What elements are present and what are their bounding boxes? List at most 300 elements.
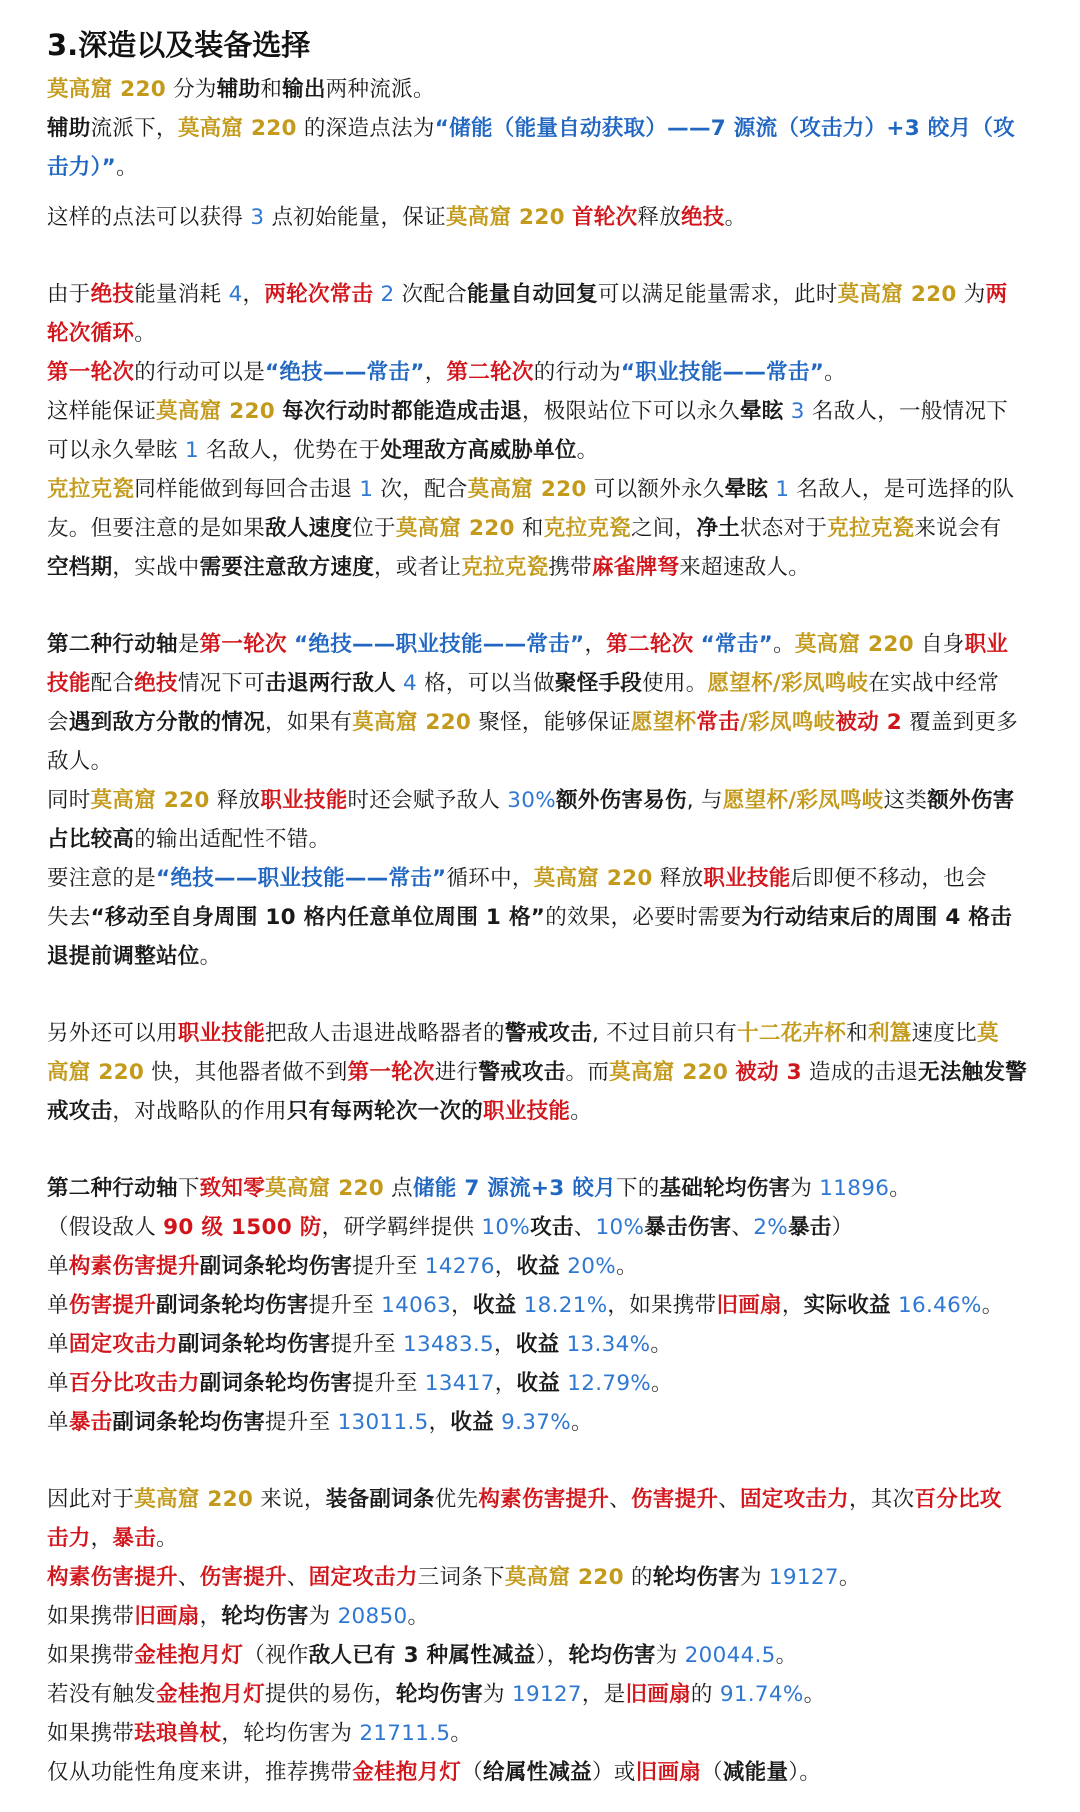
number-value: 10% xyxy=(595,1215,645,1240)
number-value: 3 xyxy=(790,399,805,424)
number-value: 13483.5 xyxy=(402,1332,494,1357)
bold-text: 每次行动时都能造成击退 xyxy=(282,399,522,424)
bold-text: 基础轮均伤害 xyxy=(659,1176,791,1201)
text-line xyxy=(47,1403,1037,1442)
text-line xyxy=(47,109,1037,148)
number-value: 3 xyxy=(250,205,265,230)
text-line xyxy=(47,198,1037,237)
text: 流派下， xyxy=(90,116,178,141)
bold-text: 击退两行敌人 xyxy=(265,671,396,696)
bold-text: 聚怪手段 xyxy=(554,671,643,696)
text: ， xyxy=(424,360,447,385)
text: 配合 xyxy=(90,671,135,696)
quote-highlight: “绝技——职业技能——常击” xyxy=(156,866,447,891)
keyword-highlight: 职业技能 xyxy=(177,1021,266,1046)
bold-text: 警戒攻击 xyxy=(504,1021,593,1046)
bold-text: 戒攻击 xyxy=(47,1099,113,1124)
term-highlight: 克拉克瓷 xyxy=(47,477,135,502)
bold-text: 能量自动回复 xyxy=(467,282,598,307)
text: 释放 xyxy=(209,788,261,813)
bold-text: 副词条轮均伤害 xyxy=(199,1371,353,1396)
bold-text: 辅助 xyxy=(216,77,261,102)
text: ， xyxy=(451,1293,473,1318)
text: ， xyxy=(494,1332,516,1357)
text: ，是 xyxy=(581,1682,626,1707)
bold-text: 净土 xyxy=(696,516,740,541)
article-body xyxy=(47,70,1037,1792)
bold-text: 攻击 xyxy=(530,1215,574,1240)
text: 的行动可以是 xyxy=(134,360,266,385)
text: 释放 xyxy=(637,205,681,230)
bold-text: 警戒攻击 xyxy=(478,1060,566,1085)
keyword-highlight: 技能 xyxy=(47,671,91,696)
term-highlight: 愿望杯 xyxy=(630,710,697,735)
term-highlight: 高窟 220 xyxy=(47,1060,145,1085)
keyword-highlight: 珐琅兽杖 xyxy=(134,1721,222,1746)
number-value: 1 xyxy=(775,477,790,502)
text-line xyxy=(47,1053,1037,1092)
text: 的行动为 xyxy=(533,360,621,385)
text-line xyxy=(47,392,1037,431)
term-highlight: 莫高窟 220 xyxy=(533,866,653,891)
bold-text: 轮均伤害 xyxy=(568,1643,656,1668)
text: ，极限站位下可以永久 xyxy=(521,399,740,424)
quote-highlight: “常击” xyxy=(700,632,774,657)
term-highlight: 莫高窟 220 xyxy=(395,516,515,541)
text: 提升至 xyxy=(265,1410,338,1435)
text-line xyxy=(47,664,1037,703)
keyword-highlight: 绝技 xyxy=(134,671,178,696)
paragraph xyxy=(47,625,1037,976)
keyword-highlight: 旧画扇 xyxy=(134,1604,200,1629)
keyword-highlight: 金桂抱月灯 xyxy=(156,1682,266,1707)
text-line xyxy=(47,1364,1037,1403)
keyword-highlight: 固定攻击力 xyxy=(308,1565,418,1590)
text-line xyxy=(47,470,1037,509)
bold-text: 轮均伤害 xyxy=(221,1604,309,1629)
text: 。 xyxy=(615,1254,638,1279)
text: 的深造点法为 xyxy=(296,116,435,141)
keyword-highlight: 第一轮次 xyxy=(199,632,287,657)
text: 。 xyxy=(570,1410,593,1435)
text: 、 xyxy=(609,1487,631,1512)
keyword-highlight: 第一轮次 xyxy=(347,1060,435,1085)
text: 为 xyxy=(956,282,986,307)
bold-text: 暴击 xyxy=(787,1215,832,1240)
text: 单 xyxy=(47,1332,69,1357)
text: ， xyxy=(90,1526,113,1551)
text-line xyxy=(47,1558,1037,1597)
text: ）或 xyxy=(592,1760,636,1785)
keyword-highlight: 职业 xyxy=(964,632,1009,657)
keyword-highlight: 90 级 1500 防 xyxy=(163,1215,322,1240)
text: 若没有触发 xyxy=(47,1682,157,1707)
text-line xyxy=(47,859,1037,898)
text: , 不过目前只有 xyxy=(592,1021,738,1046)
text: 后即便不移动，也会 xyxy=(790,866,987,891)
text: 如果携带 xyxy=(47,1721,135,1746)
keyword-highlight: 职业技能 xyxy=(260,788,348,813)
term-highlight: 克拉克瓷 xyxy=(461,555,549,580)
text: （视作 xyxy=(243,1643,309,1668)
text: ，研学羁绊提供 xyxy=(321,1215,482,1240)
number-value: 19127 xyxy=(511,1682,582,1707)
text: 、 xyxy=(286,1565,309,1590)
text-line xyxy=(47,353,1037,392)
text: ，轮均伤害为 xyxy=(221,1721,360,1746)
number-value: 2% xyxy=(753,1215,788,1240)
quote-highlight: “职业技能——常击” xyxy=(620,360,825,385)
text-line xyxy=(47,1753,1037,1792)
text: 。 xyxy=(407,1604,430,1629)
text: ，实战中 xyxy=(112,555,200,580)
number-value: 10% xyxy=(481,1215,531,1240)
text: 。 xyxy=(450,1721,473,1746)
number-value: 20850 xyxy=(337,1604,408,1629)
text: , 与 xyxy=(686,788,723,813)
text: 来超速敌人。 xyxy=(679,555,811,580)
bold-text: 无法触发警 xyxy=(918,1060,1028,1085)
text: 提升至 xyxy=(330,1332,403,1357)
term-highlight: 莫高窟 220 xyxy=(794,632,914,657)
text xyxy=(565,205,572,230)
text: 同时 xyxy=(47,788,91,813)
keyword-highlight: 伤害提升 xyxy=(199,1565,287,1590)
term-highlight: 愿望杯/彩凤鸣岐 xyxy=(722,788,884,813)
number-value: 2 xyxy=(380,282,395,307)
text: 这类 xyxy=(883,788,928,813)
text-line xyxy=(47,1092,1037,1131)
text: 。 xyxy=(803,1682,826,1707)
text: 。 xyxy=(570,1099,593,1124)
bold-text: 收益 xyxy=(516,1254,561,1279)
bold-text: 处理敌方高威胁单位 xyxy=(380,438,577,463)
text: 单 xyxy=(47,1371,69,1396)
number-value: 13011.5 xyxy=(337,1410,429,1435)
text xyxy=(784,399,791,424)
text: 为 xyxy=(483,1682,512,1707)
term-highlight: 克拉克瓷 xyxy=(543,516,631,541)
text: 另外还可以用 xyxy=(47,1021,178,1046)
text: 名敌人，一般情况下 xyxy=(804,399,1009,424)
text: 。 xyxy=(775,1643,798,1668)
text: 。 xyxy=(116,155,138,180)
term-highlight: 莫高窟 220 xyxy=(837,282,957,307)
keyword-highlight: 固定攻击力 xyxy=(68,1332,178,1357)
text: ，如果携带 xyxy=(607,1293,717,1318)
keyword-highlight: 伤害提升 xyxy=(630,1487,719,1512)
text: 的 xyxy=(623,1565,653,1590)
paragraph-spacer xyxy=(47,976,1037,1014)
text: 。 xyxy=(650,1332,673,1357)
text-line xyxy=(47,1169,1037,1208)
text-line xyxy=(47,1247,1037,1286)
text: 敌人。 xyxy=(47,749,113,774)
text: 。 xyxy=(199,944,222,969)
text: 点初始能量，保证 xyxy=(264,205,446,230)
term-highlight: 莫高窟 220 xyxy=(265,1176,384,1201)
text: 。而 xyxy=(565,1060,610,1085)
keyword-highlight: 职业技能 xyxy=(703,866,791,891)
text: 次配合 xyxy=(394,282,468,307)
text: 循环中， xyxy=(446,866,534,891)
text: 下的 xyxy=(615,1176,660,1201)
keyword-highlight: 旧画扇 xyxy=(625,1682,691,1707)
paragraph xyxy=(47,70,1037,187)
text: ，如果有 xyxy=(265,710,353,735)
text: ）。 xyxy=(788,1760,822,1785)
text-line xyxy=(47,781,1037,820)
text: 之间， xyxy=(630,516,697,541)
keyword-highlight: 旧画扇 xyxy=(635,1760,702,1785)
bold-text: 只有每两轮次一次的 xyxy=(286,1099,484,1124)
bold-text: 轮均伤害 xyxy=(395,1682,484,1707)
text: 和 xyxy=(260,77,283,102)
number-value: 91.74% xyxy=(719,1682,804,1707)
term-highlight: 十二花卉杯 xyxy=(737,1021,847,1046)
text: 格，可以当做 xyxy=(416,671,555,696)
text-line xyxy=(47,1675,1037,1714)
text: ）， xyxy=(535,1643,569,1668)
text-line xyxy=(47,1286,1037,1325)
text-line xyxy=(47,742,1037,781)
text xyxy=(517,1293,524,1318)
text: 可以满足能量需求，此时 xyxy=(597,282,838,307)
text: 提供的易伤， xyxy=(265,1682,396,1707)
text-line xyxy=(47,1480,1037,1519)
term-highlight: 莫高窟 220 xyxy=(90,788,210,813)
text-line xyxy=(47,314,1037,353)
number-value: 19127 xyxy=(768,1565,839,1590)
bold-text: 轮均伤害 xyxy=(652,1565,740,1590)
bold-text: “移动至自身周围 10 格内任意单位周围 1 格” xyxy=(90,905,546,930)
bold-text: 实际收益 xyxy=(803,1293,891,1318)
bold-text: 给属性减益 xyxy=(483,1760,593,1785)
keyword-highlight: 击力 xyxy=(47,1526,91,1551)
keyword-highlight: 致知零 xyxy=(199,1176,266,1201)
paragraph xyxy=(47,1014,1037,1131)
text: ， xyxy=(494,1254,517,1279)
term-highlight: 愿望杯/彩凤鸣岐 xyxy=(707,671,869,696)
number-value: 1 xyxy=(359,477,374,502)
text: 和 xyxy=(514,516,544,541)
text: ， xyxy=(494,1371,517,1396)
bold-text: 晕眩 xyxy=(739,399,784,424)
quote-highlight: 击力）” xyxy=(47,155,117,180)
text: 。 xyxy=(576,438,599,463)
text: 提升至 xyxy=(308,1293,382,1318)
keyword-highlight: 第二轮次 xyxy=(446,360,534,385)
bold-text: 输出 xyxy=(282,77,326,102)
keyword-highlight: 两 xyxy=(985,282,1008,307)
text: 可以额外永久 xyxy=(586,477,725,502)
bold-text: 敌人已有 3 种属性减益 xyxy=(308,1643,536,1668)
keyword-highlight: 被动 3 xyxy=(735,1060,802,1085)
term-highlight: 莫高窟 220 xyxy=(467,477,587,502)
text: 来说会有 xyxy=(914,516,1002,541)
paragraph-spacer xyxy=(47,587,1037,625)
text-line xyxy=(47,820,1037,859)
keyword-highlight: 第一轮次 xyxy=(47,360,135,385)
bold-text: 为行动结束后的周围 4 格击 xyxy=(741,905,1013,930)
section-heading: 3.深造以及装备选择 xyxy=(47,28,311,62)
keyword-highlight: 第二轮次 xyxy=(606,632,694,657)
text: ， xyxy=(199,1604,222,1629)
text: 的 xyxy=(690,1682,720,1707)
text: 如果携带 xyxy=(47,1643,135,1668)
text-line xyxy=(47,937,1037,976)
text: 的输出适配性不错。 xyxy=(134,827,331,852)
text: 。 xyxy=(773,632,795,657)
paragraph xyxy=(47,275,1037,587)
paragraph-spacer xyxy=(47,1442,1037,1480)
bold-text: 收益 xyxy=(472,1293,517,1318)
text-line xyxy=(47,509,1037,548)
text: 携带 xyxy=(548,555,593,580)
text: 是 xyxy=(177,632,200,657)
bold-text: 收益 xyxy=(450,1410,495,1435)
paragraph-spacer xyxy=(47,187,1037,198)
paragraph xyxy=(47,198,1037,237)
text: （ xyxy=(461,1760,484,1785)
term-highlight: 莫 xyxy=(976,1021,999,1046)
keyword-highlight: 麻雀牌弩 xyxy=(592,555,680,580)
text: 。 xyxy=(724,205,747,230)
text: ，其次 xyxy=(849,1487,915,1512)
keyword-highlight: 绝技 xyxy=(681,205,725,230)
text: ，或者让 xyxy=(374,555,462,580)
text-line xyxy=(47,1325,1037,1364)
text: 情况下可 xyxy=(177,671,266,696)
text xyxy=(373,282,380,307)
text: 点 xyxy=(384,1176,413,1201)
text: 友。但要注意的是如果 xyxy=(47,516,266,541)
text: 提升至 xyxy=(352,1254,425,1279)
text: 、 xyxy=(718,1487,740,1512)
text: 名敌人，优势在于 xyxy=(198,438,381,463)
text: 在实战中经常 xyxy=(868,671,1000,696)
text: 次，配合 xyxy=(373,477,468,502)
text: 如果携带 xyxy=(47,1604,135,1629)
text: 。 xyxy=(156,1526,178,1551)
text: 为 xyxy=(790,1176,820,1201)
text xyxy=(693,632,700,657)
keyword-highlight: 首轮次 xyxy=(571,205,638,230)
quote-highlight: “绝技——常击” xyxy=(265,360,425,385)
keyword-highlight: 两轮次常击 xyxy=(264,282,374,307)
number-value: 13417 xyxy=(424,1371,495,1396)
number-value: 20044.5 xyxy=(684,1643,776,1668)
number-value: 12.79% xyxy=(567,1371,652,1396)
bold-text: 副词条轮均伤害 xyxy=(112,1410,266,1435)
bold-text: 空档期 xyxy=(47,555,113,580)
keyword-highlight: 金桂抱月灯 xyxy=(352,1760,462,1785)
text: 单 xyxy=(47,1254,69,1279)
term-highlight: 莫高窟 220 xyxy=(609,1060,729,1085)
quote-highlight: “绝技——职业技能——常击” xyxy=(293,632,585,657)
text: 快，其他器者做不到 xyxy=(144,1060,348,1085)
number-value: 4 xyxy=(402,671,417,696)
quote-highlight: “储能（能量自动获取）——7 源流（攻击力）+3 皎月（攻 xyxy=(434,116,1015,141)
quote-highlight: 储能 7 源流+3 皎月 xyxy=(412,1176,616,1201)
number-value: 30% xyxy=(507,788,556,813)
number-value: 21711.5 xyxy=(359,1721,451,1746)
text: 覆盖到更多 xyxy=(901,710,1019,735)
bold-text: 装备副词条 xyxy=(325,1487,435,1512)
text: 要注意的是 xyxy=(47,866,157,891)
term-highlight: 莫高窟 220 xyxy=(504,1565,624,1590)
text-line xyxy=(47,431,1037,470)
number-value: 14276 xyxy=(424,1254,495,1279)
keyword-highlight: 暴击 xyxy=(68,1410,113,1435)
number-value: 9.37% xyxy=(501,1410,571,1435)
number-value: 1 xyxy=(184,438,199,463)
text: 时还会赋予敌人 xyxy=(347,788,508,813)
text xyxy=(396,671,403,696)
text: 释放 xyxy=(652,866,704,891)
text-line xyxy=(47,625,1037,664)
text: 会 xyxy=(47,710,69,735)
text: 速度比 xyxy=(911,1021,977,1046)
text: ，对战略队的作用 xyxy=(112,1099,287,1124)
text: 聚怪，能够保证 xyxy=(471,710,631,735)
number-value: 20% xyxy=(567,1254,616,1279)
text: 分为 xyxy=(165,77,217,102)
text: 把敌人击退进战略器者的 xyxy=(265,1021,505,1046)
text: 。 xyxy=(824,360,846,385)
article xyxy=(47,20,1037,1792)
text: 造成的击退 xyxy=(801,1060,919,1085)
text: （ xyxy=(701,1760,723,1785)
keyword-highlight: 暴击 xyxy=(112,1526,157,1551)
number-value: 14063 xyxy=(381,1293,452,1318)
text: 为 xyxy=(308,1604,338,1629)
keyword-highlight: 构素伤害提升 xyxy=(47,1565,178,1590)
term-highlight: /彩凤鸣岐 xyxy=(739,710,836,735)
keyword-highlight: 构素伤害提升 xyxy=(478,1487,610,1512)
text-line xyxy=(47,898,1037,937)
bold-text: 占比较高 xyxy=(47,827,135,852)
text: 位于 xyxy=(352,516,396,541)
term-highlight: 莫高窟 220 xyxy=(177,116,297,141)
text: 。 xyxy=(981,1293,1004,1318)
text xyxy=(891,1293,898,1318)
text: 。 xyxy=(134,321,157,346)
keyword-highlight: 金桂抱月灯 xyxy=(134,1643,244,1668)
text-line xyxy=(47,1519,1037,1558)
text-line xyxy=(47,1636,1037,1675)
text-line xyxy=(47,703,1037,742)
bold-text: 敌人速度 xyxy=(265,516,353,541)
bold-text: 辅助 xyxy=(47,116,91,141)
text: 同样能做到每回合击退 xyxy=(134,477,360,502)
bold-text: 减能量 xyxy=(722,1760,789,1785)
term-highlight: 利簋 xyxy=(867,1021,912,1046)
keyword-highlight: 轮次循环 xyxy=(47,321,135,346)
text: ， xyxy=(242,282,265,307)
bold-text: 退提前调整站位 xyxy=(47,944,200,969)
text xyxy=(287,632,294,657)
text: 可以永久晕眩 xyxy=(47,438,185,463)
keyword-highlight: 旧画扇 xyxy=(716,1293,782,1318)
text: 。 xyxy=(889,1176,912,1201)
text-line xyxy=(47,1014,1037,1053)
term-highlight: 莫高窟 220 xyxy=(156,399,275,424)
keyword-highlight: 职业技能 xyxy=(483,1099,571,1124)
bold-text: 第二种行动轴 xyxy=(47,632,178,657)
term-highlight: 莫高窟 220 xyxy=(47,77,166,102)
bold-text: 第二种行动轴 xyxy=(47,1176,178,1201)
